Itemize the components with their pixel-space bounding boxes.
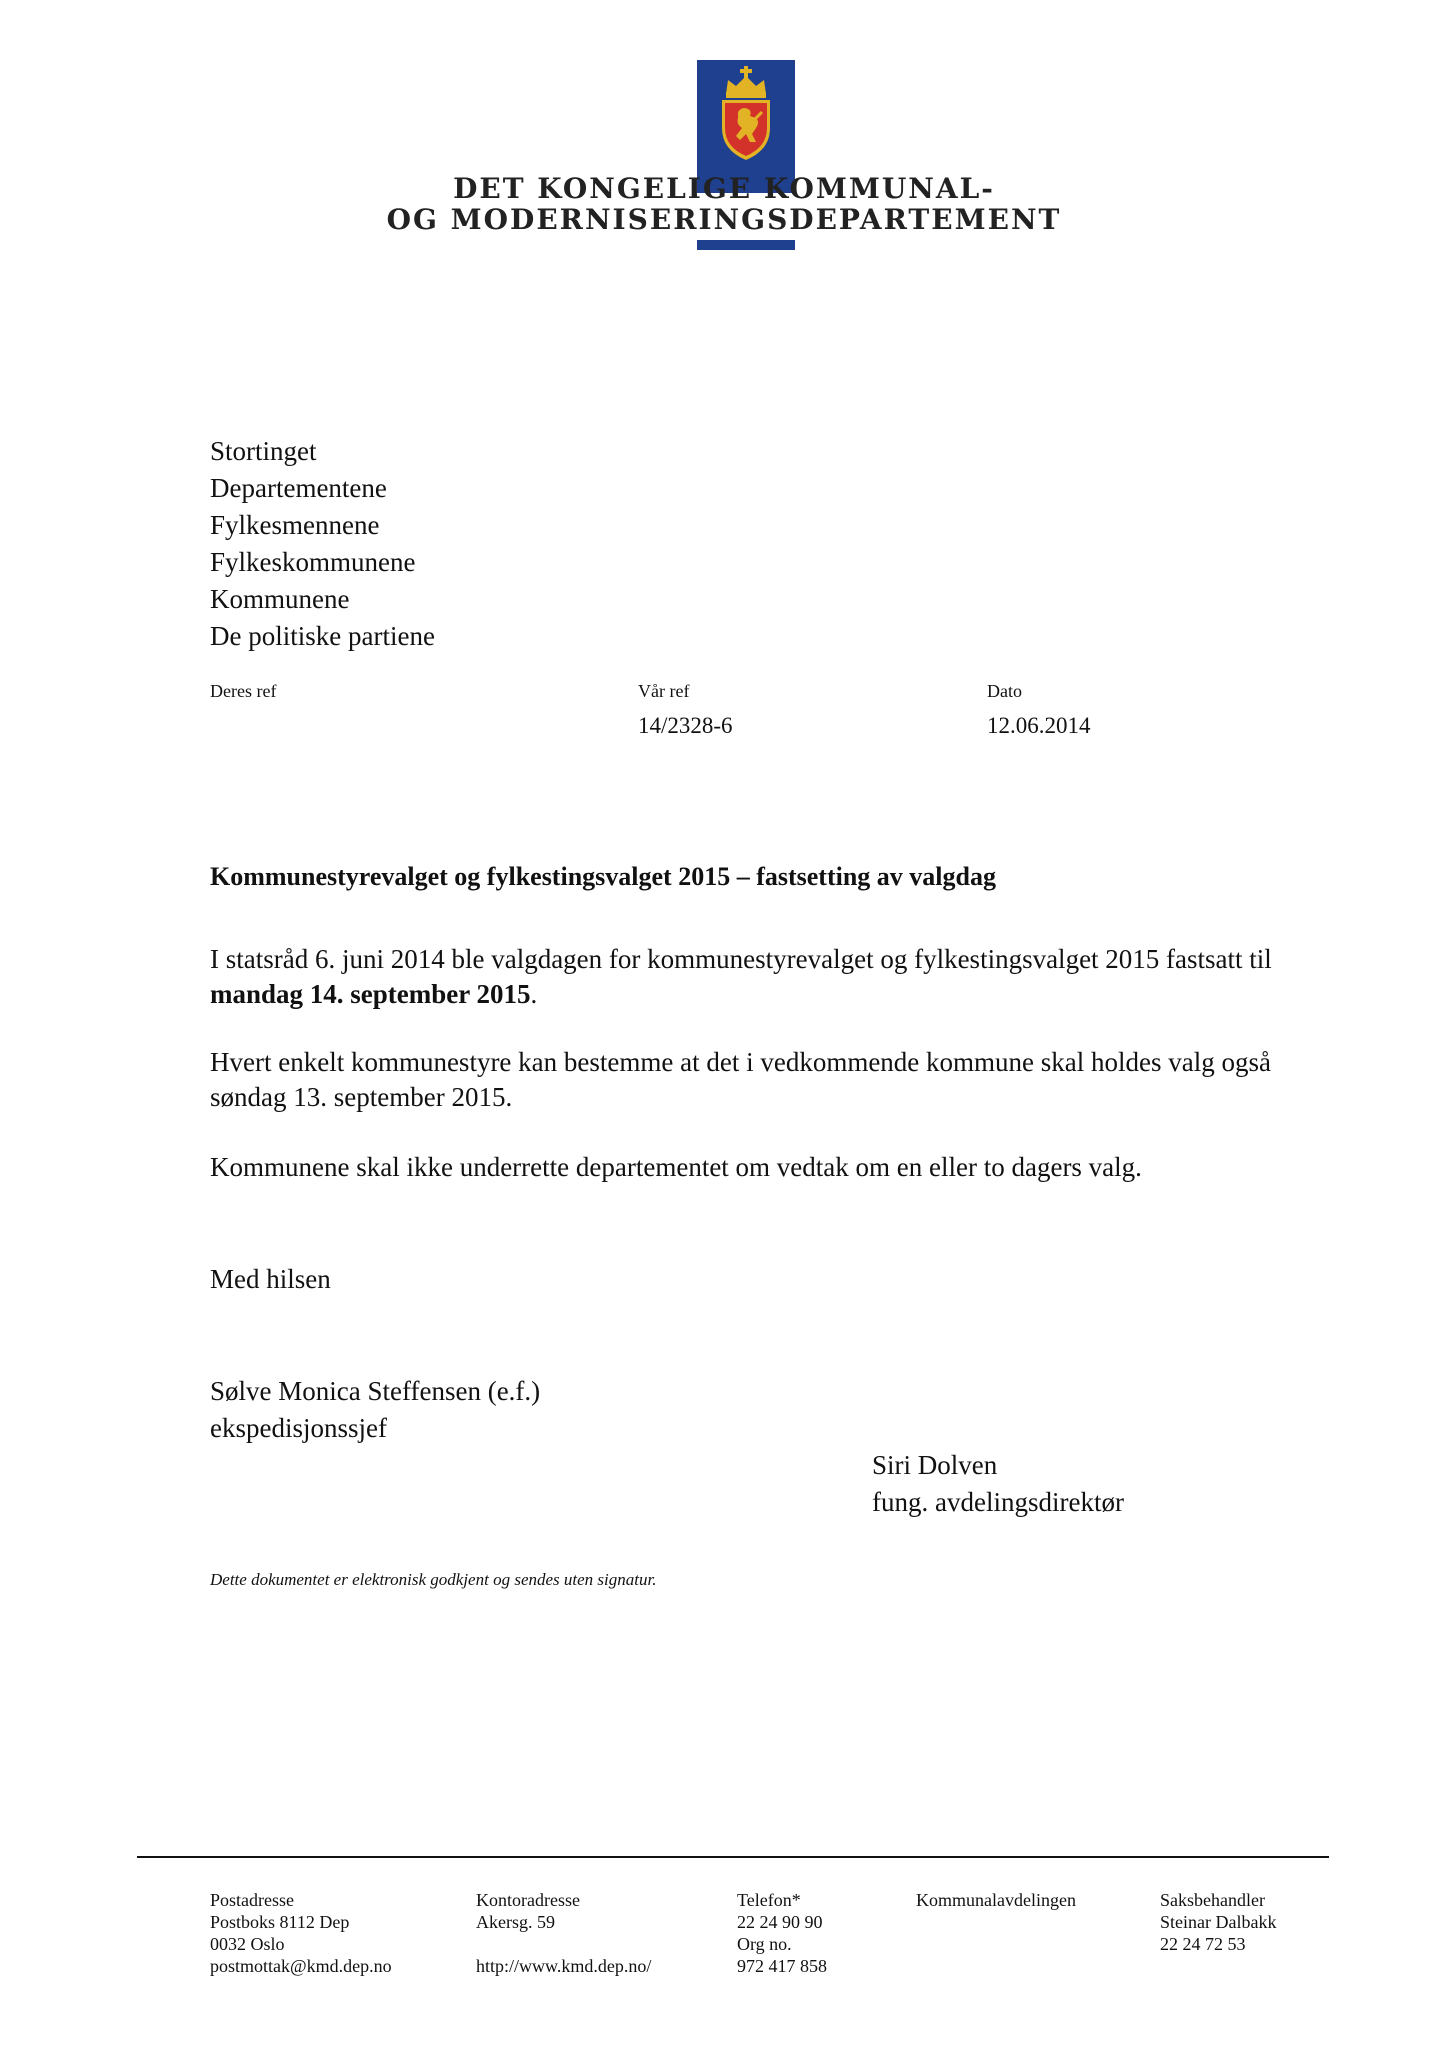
dato-label: Dato (987, 681, 1022, 701)
footer-website: http://www.kmd.dep.no/ (476, 1956, 652, 1976)
signer-title: ekspedisjonssjef (210, 1413, 387, 1443)
footer-line: Org no. (737, 1934, 792, 1954)
paragraph-two-day-option: Hvert enkelt kommunestyre kan bestemme at det i vedkommende kommune skal holdes valg også søndag 13. september 2015. (210, 1047, 1271, 1112)
deres-ref-label: Deres ref (210, 681, 277, 701)
recipient: Departementene (210, 473, 387, 503)
var-ref-label: Vår ref (638, 681, 690, 701)
signature-block-2 (872, 1447, 1124, 1521)
paragraph-no-notification: Kommunene skal ikke underrette departementet om vedtak om en eller to dagers valg. (210, 1152, 1142, 1182)
signer-title: fung. avdelingsdirektør (872, 1487, 1124, 1517)
dato-value: 12.06.2014 (987, 713, 1091, 738)
recipient: Fylkesmennene (210, 510, 380, 540)
recipient: Stortinget (210, 436, 317, 466)
footer-line: Steinar Dalbakk (1160, 1912, 1277, 1932)
footer-line (476, 1933, 651, 1955)
footer-saksbehandler (1160, 1889, 1276, 1955)
footer-line: Kontoradresse (476, 1890, 580, 1910)
footer-line: Saksbehandler (1160, 1890, 1265, 1910)
paragraph-text: I statsråd 6. juni 2014 ble valgdagen for kommunestyrevalget og fylkestingsvalget 2015 fastsatt til (210, 944, 1272, 974)
recipient: Fylkeskommunene (210, 547, 416, 577)
footer-line: Kommunalavdelingen (916, 1890, 1076, 1910)
signer-name: Sølve Monica Steffensen (e.f.) (210, 1376, 541, 1406)
footer-line: Akersg. 59 (476, 1912, 555, 1932)
footer-line: 972 417 858 (737, 1956, 827, 1976)
footer-email: postmottak@kmd.dep.no (210, 1956, 392, 1976)
footer-postadresse (210, 1889, 392, 1977)
recipient: Kommunene (210, 584, 350, 614)
logo-underline (697, 240, 795, 250)
coat-of-arms-icon (712, 64, 780, 164)
footer-telefon (737, 1889, 827, 1977)
footer-line: 0032 Oslo (210, 1934, 285, 1954)
letter-subject: Kommunestyrevalget og fylkestingsvalget 2015 – fastsetting av valgdag (210, 862, 996, 891)
footer-line: Postadresse (210, 1890, 294, 1910)
footer-avdeling (916, 1889, 1076, 1911)
footer-line: Postboks 8112 Dep (210, 1912, 350, 1932)
signature-block-1 (210, 1373, 540, 1447)
paragraph-end: . (530, 979, 538, 1009)
department-name-line2: OG MODERNISERINGSDEPARTEMENT (386, 203, 1062, 236)
paragraph-election-date (210, 942, 1330, 1012)
signer-name: Siri Dolven (872, 1450, 998, 1480)
footer-line: Telefon* (737, 1890, 801, 1910)
recipient: De politiske partiene (210, 621, 435, 651)
election-date-emphasis: mandag 14. september 2015 (210, 979, 531, 1009)
footer-line: 22 24 90 90 (737, 1912, 823, 1932)
footer-divider (137, 1856, 1329, 1858)
greeting: Med hilsen (210, 1264, 331, 1294)
recipient-list (210, 433, 435, 655)
footer-kontoradresse (476, 1889, 651, 1977)
electronic-approval-note: Dette dokumentet er elektronisk godkjent og sendes uten signatur. (210, 1570, 657, 1589)
var-ref-value: 14/2328-6 (638, 713, 733, 738)
department-name-line1: DET KONGELIGE KOMMUNAL- (453, 172, 995, 205)
footer-line: 22 24 72 53 (1160, 1934, 1246, 1954)
